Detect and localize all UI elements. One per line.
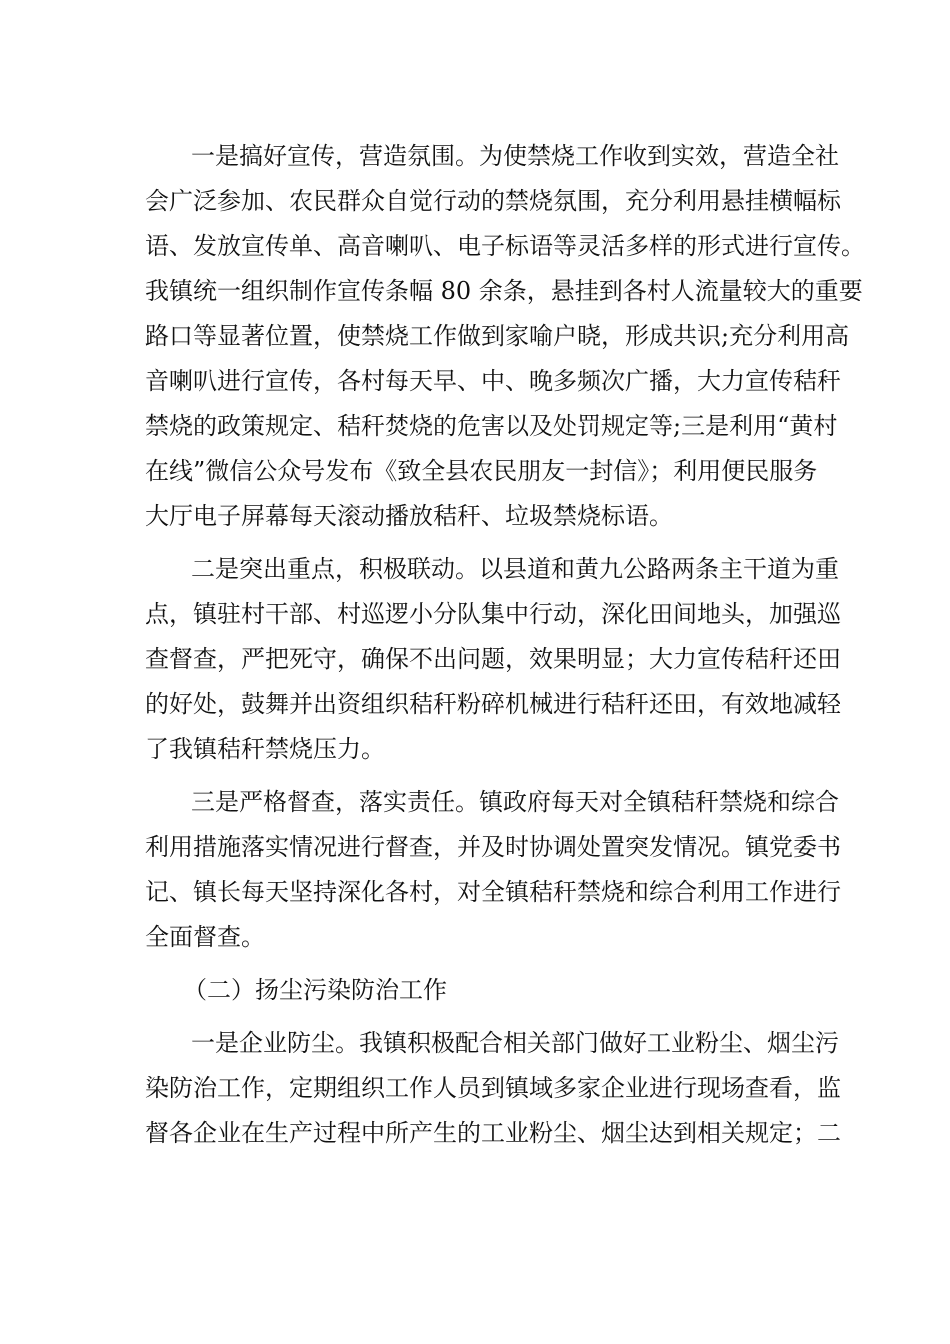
text-line: 一是企业防尘。我镇积极配合相关部门做好工业粉尘、烟尘污: [191, 1029, 839, 1057]
text-line: 染防治工作，定期组织工作人员到镇域多家企业进行现场查看，监: [145, 1074, 841, 1102]
text-line: 在线”微信公众号发布《致全县农民朋友一封信》；利用便民服务: [145, 457, 818, 485]
text-line: 我镇统一组织制作宣传条幅 80 余条，悬挂到各村人流量较大的重要: [145, 277, 863, 305]
text-line: 禁烧的政策规定、秸秆焚烧的危害以及处罚规定等;三是利用“黄村: [145, 412, 838, 440]
text-line: 大厅电子屏幕每天滚动播放秸秆、垃圾禁烧标语。: [145, 502, 673, 530]
text-line: 查督查，严把死守，确保不出问题，效果明显；大力宣传秸秆还田: [145, 645, 841, 673]
text-line: 督各企业在生产过程中所产生的工业粉尘、烟尘达到相关规定；二: [145, 1119, 841, 1147]
text-line: 路口等显著位置，使禁烧工作做到家喻户晓，形成共识;充分利用高: [145, 322, 850, 350]
text-line: 记、镇长每天坚持深化各村，对全镇秸秆禁烧和综合利用工作进行: [145, 878, 841, 906]
text-line: 三是严格督查，落实责任。镇政府每天对全镇秸秆禁烧和综合: [191, 788, 839, 816]
text-line: 的好处，鼓舞并出资组织秸秆粉碎机械进行秸秆还田，有效地减轻: [145, 690, 841, 718]
section-heading: （二）扬尘污染防治工作: [183, 976, 447, 1004]
text-line: 全面督查。: [145, 923, 265, 951]
text-line: 音喇叭进行宣传，各村每天早、中、晚多频次广播，大力宣传秸秆: [145, 367, 841, 395]
text-line: 一是搞好宣传，营造氛围。为使禁烧工作收到实效，营造全社: [191, 142, 839, 170]
text-line: 会广泛参加、农民群众自觉行动的禁烧氛围，充分利用悬挂横幅标: [145, 187, 841, 215]
text-line: 利用措施落实情况进行督查，并及时协调处置突发情况。镇党委书: [145, 833, 841, 861]
text-line: 语、发放宣传单、高音喇叭、电子标语等灵活多样的形式进行宣传。: [145, 232, 865, 260]
text-line: 了我镇秸秆禁烧压力。: [145, 735, 385, 763]
text-line: 点，镇驻村干部、村巡逻小分队集中行动，深化田间地头，加强巡: [145, 600, 841, 628]
text-line: 二是突出重点，积极联动。以县道和黄九公路两条主干道为重: [191, 555, 839, 583]
